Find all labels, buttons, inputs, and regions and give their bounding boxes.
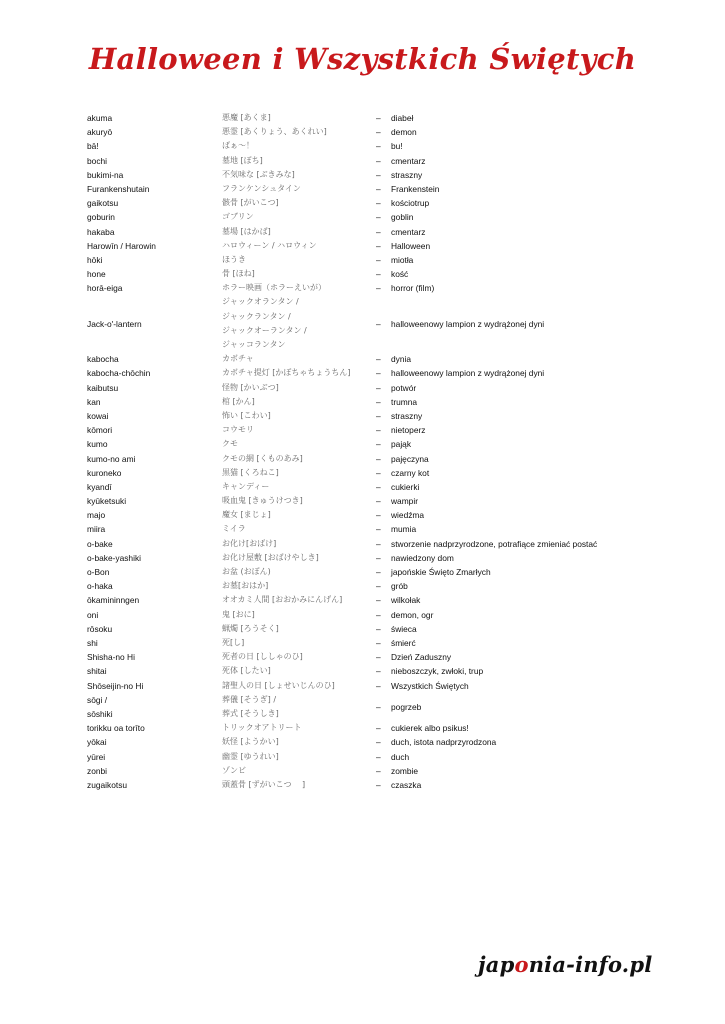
table-row	[0, 735, 725, 749]
dash-separator: –	[376, 510, 381, 521]
polish-translation: demon, ogr	[391, 609, 434, 620]
romaji-term: kowai	[87, 410, 109, 421]
romaji-term: bukimi-na	[87, 169, 124, 180]
table-row	[0, 423, 725, 437]
dash-separator: –	[376, 354, 381, 365]
dash-separator: –	[376, 723, 381, 734]
romaji-term: yōkai	[87, 737, 107, 748]
romaji-term: akuryō	[87, 127, 113, 138]
table-row	[0, 239, 725, 253]
table-row	[0, 608, 725, 622]
japanese-term: ほうき	[222, 254, 246, 264]
dash-separator: –	[376, 155, 381, 166]
dash-separator: –	[376, 269, 381, 280]
table-row	[0, 565, 725, 579]
dash-separator: –	[376, 623, 381, 634]
polish-translation: pająk	[391, 439, 412, 450]
dash-separator: –	[376, 396, 381, 407]
table-row	[0, 679, 725, 693]
japanese-term: トリックオアトリート	[222, 723, 302, 733]
dash-separator: –	[376, 524, 381, 535]
romaji-term: gaikotsu	[87, 198, 119, 209]
japanese-term: ゾンビ	[222, 765, 246, 775]
vocabulary-table	[0, 111, 725, 792]
japanese-term: フランケンシュタイン	[222, 183, 301, 193]
romaji-term: oni	[87, 609, 99, 620]
polish-translation: stworzenie nadprzyrodzone, potrafiące zmieniać postać	[391, 538, 598, 549]
japanese-term: 死者の日 [ししゃのひ]	[222, 652, 303, 662]
japanese-term	[222, 693, 279, 721]
japanese-term: 墓場 [はかば]	[222, 226, 271, 236]
dash-separator: –	[376, 198, 381, 209]
table-row	[0, 764, 725, 778]
dash-separator: –	[376, 652, 381, 663]
dash-separator: –	[376, 737, 381, 748]
table-row	[0, 352, 725, 366]
table-row	[0, 466, 725, 480]
polish-translation: Frankenstein	[391, 183, 440, 194]
dash-separator: –	[376, 481, 381, 492]
japanese-term: 諸聖人の日 [しょせいじんのひ]	[222, 680, 335, 690]
table-row	[0, 522, 725, 536]
romaji-term: ōkamininngen	[87, 595, 140, 606]
romaji-term: kumo-no ami	[87, 453, 136, 464]
table-row	[0, 721, 725, 735]
dash-separator: –	[376, 283, 381, 294]
japanese-term: 悪霊 [あくりょう、あくれい]	[222, 127, 327, 137]
table-row	[0, 537, 725, 551]
japanese-term: オオカミ人間 [おおかみにんげん]	[222, 595, 343, 605]
polish-translation: nawiedzony dom	[391, 552, 454, 563]
romaji-term: torikku oa torīto	[87, 723, 145, 734]
polish-translation: zombie	[391, 765, 418, 776]
dash-separator: –	[376, 410, 381, 421]
japanese-term: 幽霊 [ゆうれい]	[222, 751, 279, 761]
polish-translation: straszny	[391, 169, 423, 180]
romaji-line: sōshiki	[87, 708, 113, 719]
dash-separator: –	[376, 567, 381, 578]
table-row	[0, 253, 725, 267]
japanese-term: ゴブリン	[222, 212, 254, 222]
dash-separator: –	[376, 226, 381, 237]
japanese-line: ジャックランタン /	[222, 311, 291, 321]
polish-translation: duch	[391, 751, 410, 762]
table-row	[0, 579, 725, 593]
romaji-term: bochi	[87, 155, 108, 166]
japanese-term: 骨 [ほね]	[222, 269, 255, 279]
romaji-term: o-haka	[87, 581, 113, 592]
dash-separator: –	[376, 439, 381, 450]
romaji-term: hōki	[87, 254, 103, 265]
polish-translation: nietoperz	[391, 425, 426, 436]
table-row	[0, 409, 725, 423]
romaji-term: zugaikotsu	[87, 779, 128, 790]
table-row	[0, 168, 725, 182]
polish-translation: grób	[391, 581, 408, 592]
romaji-term: Harowīn / Harowin	[87, 240, 156, 251]
romaji-term: yūrei	[87, 751, 106, 762]
japanese-term: 怪物 [かいぶつ]	[222, 382, 279, 392]
romaji-term: Furankenshutain	[87, 183, 150, 194]
polish-translation: Wszystkich Świętych	[391, 680, 469, 691]
japanese-term	[222, 295, 307, 352]
table-row	[0, 381, 725, 395]
japanese-term: 黒猫 [くろねこ]	[222, 467, 279, 477]
dash-separator: –	[376, 701, 381, 712]
dash-separator: –	[376, 779, 381, 790]
japanese-term: 墓地 [ぼち]	[222, 155, 263, 165]
polish-translation: nieboszczyk, zwłoki, trup	[391, 666, 484, 677]
japanese-term: 鬼 [おに]	[222, 609, 255, 619]
dash-separator: –	[376, 368, 381, 379]
table-row	[0, 281, 725, 295]
polish-translation: cmentarz	[391, 155, 426, 166]
romaji-term: kyandī	[87, 481, 112, 492]
polish-translation: pajęczyna	[391, 453, 429, 464]
table-row	[0, 267, 725, 281]
romaji-term: o-Bon	[87, 567, 110, 578]
table-row	[0, 366, 725, 380]
dash-separator: –	[376, 680, 381, 691]
japanese-term: ミイラ	[222, 524, 246, 534]
romaji-term: kabocha-chōchin	[87, 368, 151, 379]
table-row	[0, 750, 725, 764]
dash-separator: –	[376, 467, 381, 478]
site-logo: japonia-info.pl	[478, 952, 653, 977]
japanese-term: 骸骨 [がいこつ]	[222, 198, 279, 208]
romaji-term: kan	[87, 396, 101, 407]
romaji-term: kumo	[87, 439, 108, 450]
romaji-term: Shisha-no Hi	[87, 652, 135, 663]
table-row	[0, 295, 725, 352]
romaji-term: kuroneko	[87, 467, 122, 478]
table-row	[0, 139, 725, 153]
japanese-term: キャンディー	[222, 481, 270, 491]
dash-separator: –	[376, 425, 381, 436]
japanese-term: クモ	[222, 439, 238, 449]
japanese-term: お化け[おばけ]	[222, 538, 277, 548]
japanese-term: コウモリ	[222, 425, 254, 435]
romaji-term: Shōseijin-no Hi	[87, 680, 144, 691]
japanese-term: お化け屋敷 [おばけやしき]	[222, 552, 319, 562]
japanese-term: 頭蓋骨 [ずがいこつ ]	[222, 779, 306, 789]
japanese-term: お墓[おはか]	[222, 581, 269, 591]
japanese-term: 怖い [こわい]	[222, 410, 271, 420]
japanese-line: ジャックオーランタン /	[222, 325, 307, 335]
japanese-term: クモの網 [くものあみ]	[222, 453, 303, 463]
romaji-term: kaibutsu	[87, 382, 119, 393]
romaji-term: o-bake-yashiki	[87, 552, 141, 563]
polish-translation: kość	[391, 269, 409, 280]
table-row	[0, 778, 725, 792]
romaji-term: hone	[87, 269, 106, 280]
japanese-term: 魔女 [まじょ]	[222, 510, 271, 520]
romaji-term: majo	[87, 510, 106, 521]
polish-translation: śmierć	[391, 637, 416, 648]
dash-separator: –	[376, 595, 381, 606]
polish-translation: goblin	[391, 212, 414, 223]
polish-translation: halloweenowy lampion z wydrążonej dyni	[391, 368, 545, 379]
romaji-term: kōmori	[87, 425, 113, 436]
japanese-line: ジャッコランタン	[222, 340, 286, 349]
japanese-term: 死[し]	[222, 637, 245, 647]
romaji-term: akuma	[87, 113, 113, 123]
romaji-term: horā-eiga	[87, 283, 123, 294]
table-row	[0, 210, 725, 224]
dash-separator: –	[376, 141, 381, 152]
polish-translation: czarny kot	[391, 467, 430, 478]
romaji-term: hakaba	[87, 226, 115, 237]
polish-translation: wiedźma	[391, 510, 425, 521]
polish-translation: cukierek albo psikus!	[391, 723, 469, 734]
page-title: Halloween i Wszystkich Świętych	[88, 42, 637, 76]
polish-translation: czaszka	[391, 779, 422, 790]
romaji-term: shitai	[87, 666, 107, 677]
dash-separator: –	[376, 496, 381, 507]
polish-translation: duch, istota nadprzyrodzona	[391, 737, 497, 748]
japanese-term: ハロウィーン / ハロウィン	[222, 240, 317, 250]
romaji-term: rōsoku	[87, 623, 113, 634]
japanese-term: 吸血鬼 [きゅうけつき]	[222, 496, 303, 506]
romaji-term: kyūketsuki	[87, 496, 127, 507]
table-row	[0, 395, 725, 409]
dash-separator: –	[376, 552, 381, 563]
romaji-term: miira	[87, 524, 106, 535]
dash-separator: –	[376, 765, 381, 776]
polish-translation: świeca	[391, 623, 417, 634]
table-row	[0, 111, 725, 125]
dash-separator: –	[376, 609, 381, 620]
table-row	[0, 508, 725, 522]
japanese-term: 死体 [したい]	[222, 666, 271, 676]
table-row	[0, 196, 725, 210]
table-row	[0, 154, 725, 168]
japanese-term: お盆 (おぼん)	[222, 567, 271, 577]
dash-separator: –	[376, 127, 381, 138]
dash-separator: –	[376, 254, 381, 265]
polish-translation: wilkołak	[391, 595, 421, 606]
polish-translation: miotła	[391, 254, 414, 265]
dash-separator: –	[376, 453, 381, 464]
romaji-term: kabocha	[87, 354, 119, 365]
table-row	[0, 664, 725, 678]
polish-translation: kościotrup	[391, 198, 430, 209]
table-row	[0, 650, 725, 664]
dash-separator: –	[376, 637, 381, 648]
japanese-term: 蝋燭 [ろうそく]	[222, 623, 279, 633]
table-row	[0, 551, 725, 565]
japanese-line: 葬式 [そうしき]	[222, 708, 279, 718]
japanese-term: 不気味な [ぶきみな]	[222, 169, 295, 179]
japanese-line: ジャックオランタン /	[222, 297, 299, 307]
romaji-term: o-bake	[87, 538, 113, 549]
japanese-term: ばぁ～！	[222, 141, 254, 151]
dash-separator: –	[376, 538, 381, 549]
polish-translation: japońskie Święto Zmarłych	[391, 567, 491, 578]
table-row	[0, 125, 725, 139]
polish-translation: demon	[391, 127, 417, 138]
polish-translation: Halloween	[391, 240, 431, 251]
table-row	[0, 636, 725, 650]
polish-translation: bu!	[391, 141, 403, 152]
romaji-term: goburin	[87, 212, 115, 223]
japanese-term: 棺 [かん]	[222, 396, 255, 406]
table-row	[0, 693, 725, 721]
dash-separator: –	[376, 212, 381, 223]
dash-separator: –	[376, 581, 381, 592]
polish-translation: straszny	[391, 410, 423, 421]
romaji-term: Jack-o'-lantern	[87, 318, 142, 329]
polish-translation: cukierki	[391, 481, 420, 492]
polish-translation: Dzień Zaduszny	[391, 652, 452, 663]
table-row	[0, 437, 725, 451]
japanese-line: 葬儀 [そうぎ] /	[222, 694, 277, 704]
table-row	[0, 622, 725, 636]
polish-translation: wampir	[391, 496, 418, 507]
dash-separator: –	[376, 382, 381, 393]
table-row	[0, 452, 725, 466]
dash-separator: –	[376, 183, 381, 194]
japanese-term: カボチャ	[222, 354, 254, 364]
japanese-term: 妖怪 [ようかい]	[222, 737, 279, 747]
romaji-line: sōgi /	[87, 694, 108, 705]
japanese-term: 悪魔 [あくま]	[222, 113, 271, 122]
polish-translation: diabeł	[391, 113, 414, 123]
table-row	[0, 182, 725, 196]
polish-translation: halloweenowy lampion z wydrążonej dyni	[391, 318, 545, 329]
dash-separator: –	[376, 240, 381, 251]
polish-translation: trumna	[391, 396, 418, 407]
polish-translation: potwór	[391, 382, 417, 393]
polish-translation: cmentarz	[391, 226, 426, 237]
table-row	[0, 494, 725, 508]
table-row	[0, 593, 725, 607]
dash-separator: –	[376, 169, 381, 180]
polish-translation: pogrzeb	[391, 701, 422, 712]
table-row	[0, 480, 725, 494]
dash-separator: –	[376, 113, 381, 123]
japanese-term: カボチャ提灯 [かぼちゃちょうちん]	[222, 368, 351, 378]
japanese-term: ホラー映画（ホラーえいが）	[222, 283, 326, 293]
polish-translation: dynia	[391, 354, 412, 365]
dash-separator: –	[376, 318, 381, 329]
dash-separator: –	[376, 751, 381, 762]
romaji-term: bā!	[87, 141, 99, 152]
polish-translation: mumia	[391, 524, 417, 535]
table-row	[0, 225, 725, 239]
romaji-term: zonbi	[87, 765, 108, 776]
romaji-term: shi	[87, 637, 98, 648]
polish-translation: horror (film)	[391, 283, 435, 294]
dash-separator: –	[376, 666, 381, 677]
romaji-term	[87, 693, 113, 721]
